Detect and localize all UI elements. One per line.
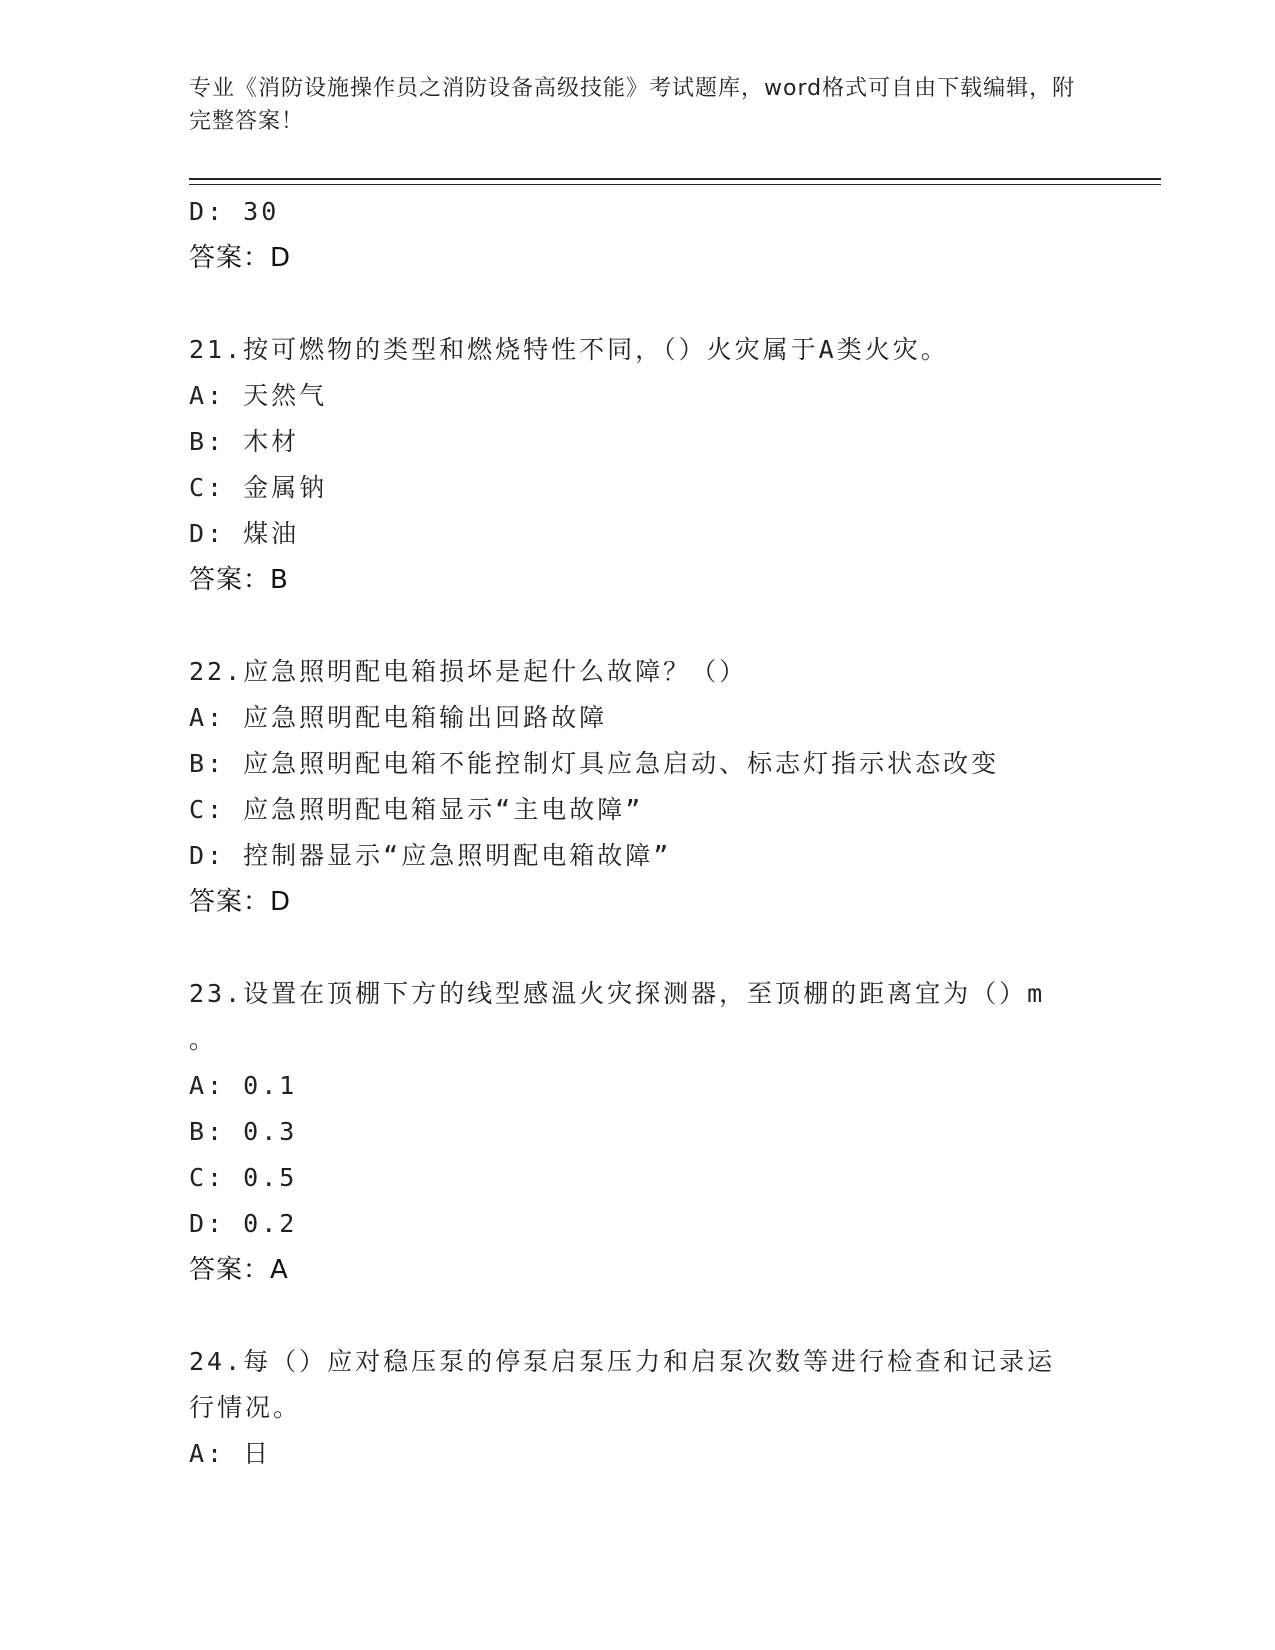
question-stem-continuation: 行情况。 xyxy=(189,1393,302,1422)
spacer xyxy=(189,603,1089,649)
document-header xyxy=(189,72,1089,138)
option-a: A: 天然气 xyxy=(189,381,328,410)
option-d: D: 30 xyxy=(189,197,280,226)
option-a: A: 应急照明配电箱输出回路故障 xyxy=(189,703,608,732)
question-23 xyxy=(189,971,1089,1293)
question-stem: 22.应急照明配电箱损坏是起什么故障？（） xyxy=(189,657,748,686)
question-stem: 21.按可燃物的类型和燃烧特性不同，（）火灾属于A类火灾。 xyxy=(189,335,949,364)
question-22 xyxy=(189,649,1089,925)
answer-line: 答案：D xyxy=(189,887,292,917)
header-divider-thin xyxy=(189,184,1161,185)
option-d: D: 煤油 xyxy=(189,519,300,548)
option-c: C: 0.5 xyxy=(189,1163,298,1192)
spacer xyxy=(189,281,1089,327)
question-21 xyxy=(189,327,1089,603)
option-d: D: 控制器显示“应急照明配电箱故障” xyxy=(189,841,672,870)
answer-line: 答案：D xyxy=(189,243,292,273)
option-c: C: 应急照明配电箱显示“主电故障” xyxy=(189,795,644,824)
question-stem: 23.设置在顶棚下方的线型感温火灾探测器，至顶棚的距离宜为（）m xyxy=(189,979,1046,1008)
question-24 xyxy=(189,1339,1089,1477)
option-a: A: 日 xyxy=(189,1439,272,1468)
header-divider-thick xyxy=(189,178,1161,180)
header-text: 专业《消防设施操作员之消防设备高级技能》考试题库，word格式可自由下载编辑，附完整答案！ xyxy=(189,76,1076,134)
question-stem: 24.每（）应对稳压泵的停泵启泵压力和启泵次数等进行检查和记录运 xyxy=(189,1347,1056,1376)
spacer xyxy=(189,925,1089,971)
option-c: C: 金属钠 xyxy=(189,473,328,502)
option-b: B: 应急照明配电箱不能控制灯具应急启动、标志灯指示状态改变 xyxy=(189,749,1000,778)
question-list xyxy=(189,189,1089,1477)
answer-line: 答案：B xyxy=(189,565,289,595)
spacer xyxy=(189,1293,1089,1339)
answer-line: 答案：A xyxy=(189,1255,289,1285)
question-stem-continuation: 。 xyxy=(189,1025,218,1054)
option-d: D: 0.2 xyxy=(189,1209,298,1238)
option-b: B: 0.3 xyxy=(189,1117,298,1146)
option-a: A: 0.1 xyxy=(189,1071,298,1100)
option-b: B: 木材 xyxy=(189,427,300,456)
